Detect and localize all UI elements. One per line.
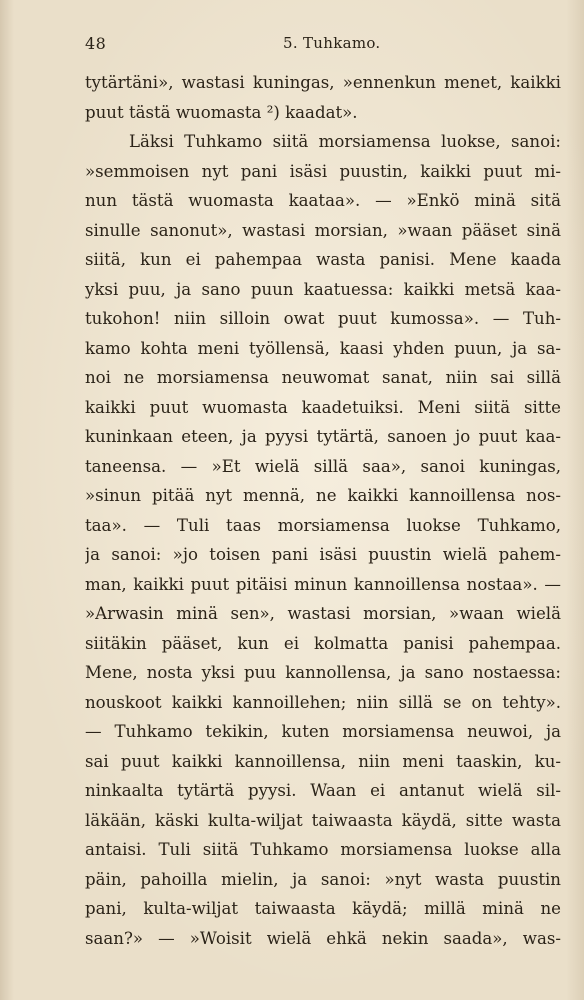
text-line: yksi puu, ja sano puun kaatuessa: kaikki metsä kaa- — [85, 279, 561, 299]
page-header — [85, 34, 559, 58]
running-title: 5. Tuhkamo. — [283, 34, 381, 52]
text-line: »Arwasin minä sen», wastasi morsian, »waan wielä — [85, 604, 561, 623]
text-line: »sinun pitää nyt mennä, ne kaikki kannoillensa nos- — [85, 486, 561, 505]
text-line: sai puut kaikki kannoillensa, niin meni taaskin, ku- — [85, 751, 561, 771]
text-line: siitä, kun ei pahempaa wasta panisi. Mene kaada — [85, 250, 561, 269]
text-line: pani, kulta-wiljat taiwaasta käydä; millä minä ne — [85, 899, 561, 918]
text-line: noi ne morsiamensa neuwomat sanat, niin sai sillä — [85, 368, 561, 387]
text-line: ninkaalta tytärtä pyysi. Waan ei antanut wielä sil- — [85, 781, 561, 800]
text-line: nun tästä wuomasta kaataa». — »Enkö minä sitä — [85, 191, 561, 210]
text-line: kaikki puut wuomasta kaadetuiksi. Meni siitä sitte — [85, 397, 561, 417]
text-line: Mene, nosta yksi puu kannollensa, ja sano nostaessa: — [85, 663, 561, 682]
text-line: taneensa. — »Et wielä sillä saa», sanoi kuningas, — [85, 456, 561, 476]
text-line: tytärtäni», wastasi kuningas, »ennenkun menet, kaikki — [85, 73, 561, 92]
text-line: kamo kohta meni työllensä, kaasi yhden puun, ja sa- — [85, 338, 561, 358]
text-line: nouskoot kaikki kannoillehen; niin sillä se on tehty». — [85, 692, 561, 712]
text-line: — Tuhkamo tekikin, kuten morsiamensa neuwoi, ja — [85, 722, 561, 741]
body-text — [85, 68, 561, 953]
text-line: päin, pahoilla mielin, ja sanoi: »nyt wasta puustin — [85, 869, 561, 889]
text-line: läkään, käski kulta-wiljat taiwaasta käydä, sitte wasta — [85, 810, 561, 830]
text-line: taa». — Tuli taas morsiamensa luokse Tuhkamo, — [85, 515, 561, 535]
text-line: antaisi. Tuli siitä Tuhkamo morsiamensa luokse alla — [85, 840, 561, 859]
text-line: »semmoisen nyt pani isäsi puustin, kaikki puut mi- — [85, 161, 561, 181]
text-line: ja sanoi: »jo toisen pani isäsi puustin wielä pahem- — [85, 545, 561, 564]
page-number: 48 — [85, 34, 107, 53]
text-line: puut tästä wuomasta ²) kaadat». — [85, 102, 358, 122]
text-line: kuninkaan eteen, ja pyysi tytärtä, sanoen jo puut kaa- — [85, 427, 561, 446]
text-line: siitäkin pääset, kun ei kolmatta panisi pahempaa. — [85, 633, 561, 653]
text-line: sinulle sanonut», wastasi morsian, »waan pääset sinä — [85, 220, 561, 240]
text-line: saan?» — »Woisit wielä ehkä nekin saada», was- — [85, 928, 561, 948]
text-line: tukohon! niin silloin owat puut kumossa». — Tuh- — [85, 309, 561, 328]
text-line: Läksi Tuhkamo siitä morsiamensa luokse, sanoi: — [129, 132, 561, 151]
text-line: man, kaikki puut pitäisi minun kannoillensa nostaa». — — [85, 574, 561, 594]
